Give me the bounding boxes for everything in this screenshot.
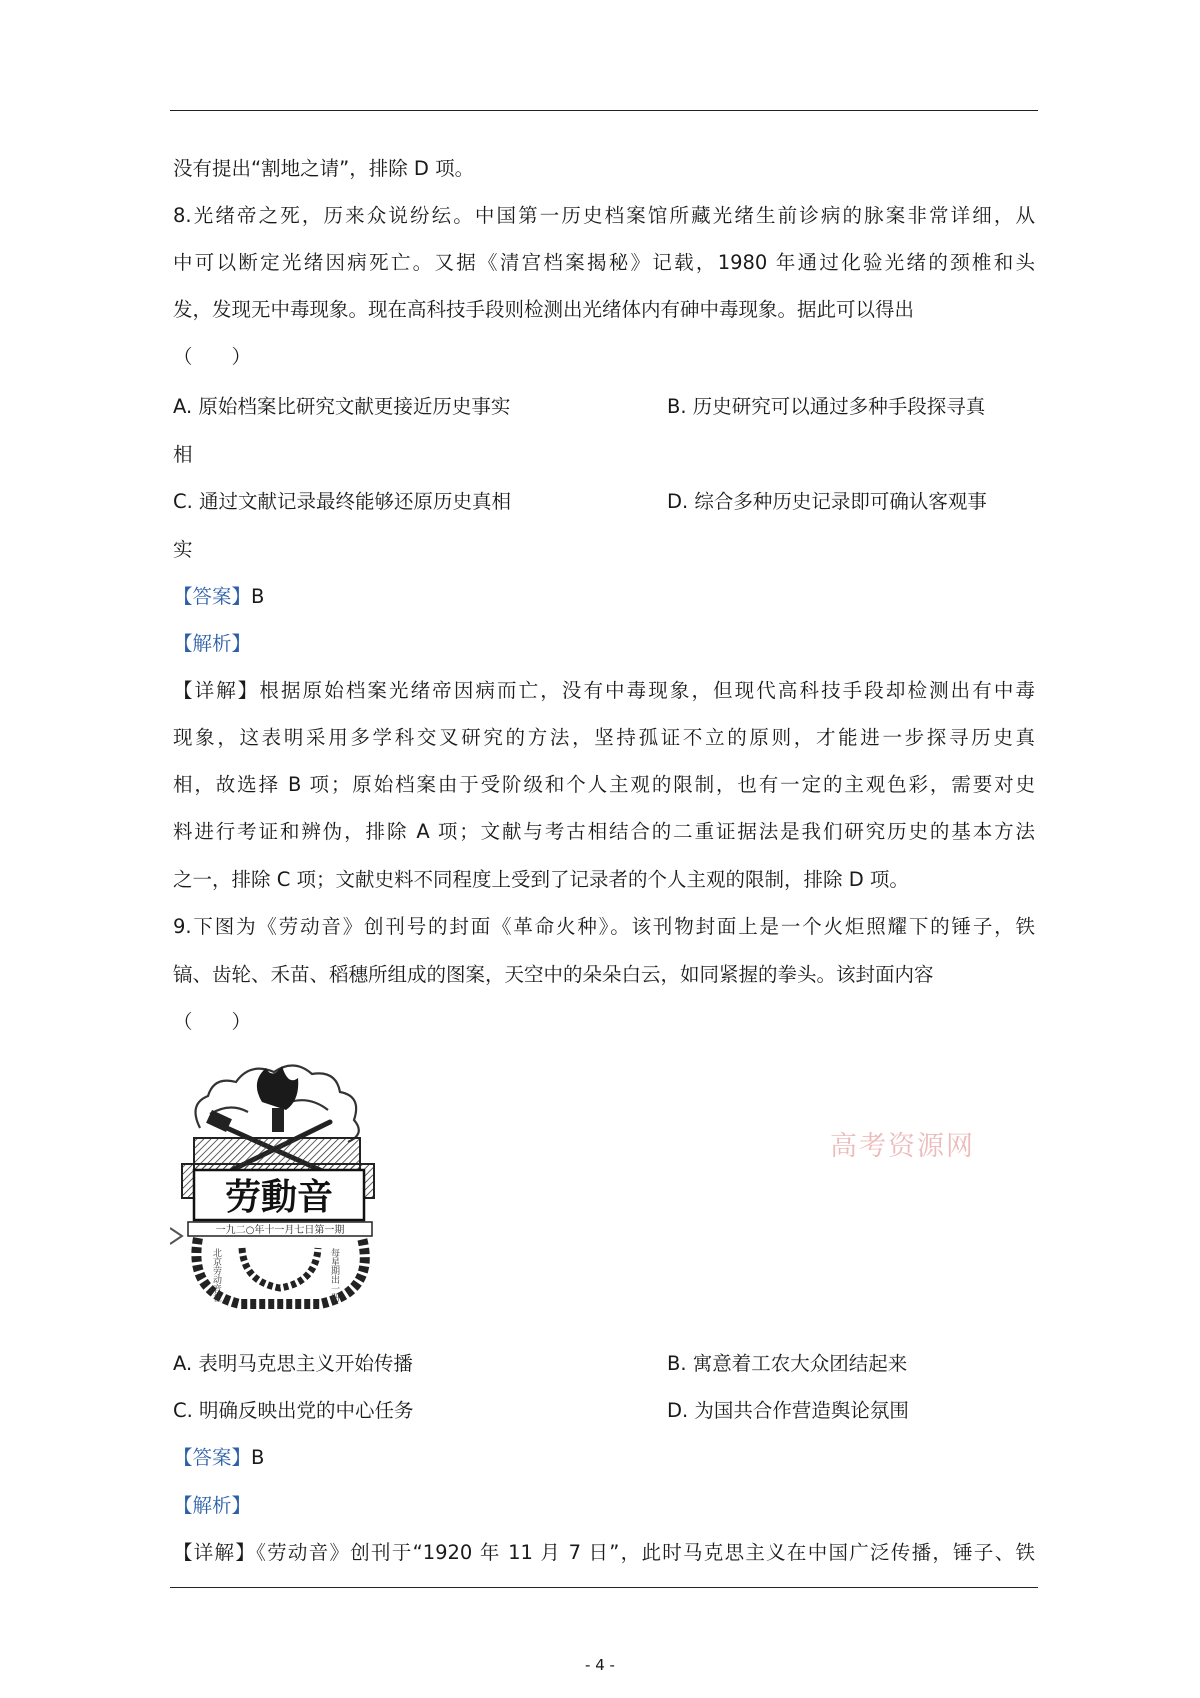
question-9-option-d: D. 为国共合作营造舆论氛围 [667, 1399, 909, 1422]
question-8-paren: （ ） [173, 345, 252, 368]
question-9-detail [173, 1538, 1035, 1568]
watermark-logo: 高考资源网 [830, 1131, 975, 1162]
answer-tag: 【答案】 [173, 1446, 252, 1469]
question-8-detail: 之一，排除 C 项；文献史料不同程度上受到了记录者的个人主观的限制，排除 D 项。 [173, 868, 909, 891]
text-line: 没有提出“割地之请”，排除 D 项。 [173, 157, 475, 180]
question-8-analysis [173, 629, 251, 659]
answer-tag: 【答案】 [173, 585, 252, 608]
detail-text: 根据原始档案光绪帝因病而亡，没有中毒现象，但现代高科技手段却检测出有中毒 [259, 679, 1035, 702]
question-8-stem: 中可以断定光绪因病死亡。又据《清宫档案揭秘》记载，1980 年通过化验光绪的颈椎和头 [173, 251, 1035, 274]
detail-tag: 【详解】 [173, 679, 260, 702]
question-8-option-d: D. 综合多种历史记录即可确认客观事 [667, 490, 987, 513]
question-8-option-d-cont: 实 [173, 538, 193, 561]
question-8-option-b-cont: 相 [173, 443, 193, 466]
question-8-stem: 发，发现无中毒现象。现在高科技手段则检测出光绪体内有砷中毒现象。据此可以得出 [173, 298, 915, 321]
magazine-cover-image [170, 1052, 386, 1314]
question-8-detail: 现象，这表明采用多学科交叉研究的方法，坚持孤证不立的原则，才能进一步探寻历史真 [173, 726, 1035, 749]
question-9-paren: （ ） [173, 1010, 252, 1033]
question-8-detail [173, 676, 1035, 706]
cover-side-text-right: 每星期出一册 [329, 1248, 339, 1302]
analysis-tag: 【解析】 [173, 632, 252, 655]
question-8-option-c: C. 通过文献记录最终能够还原历史真相 [173, 490, 512, 513]
detail-text: 《劳动音》创刊于“1920 年 11 月 7 日”，此时马克思主义在中国广泛传播，锤子、铁 [256, 1541, 1035, 1564]
answer-value: B [251, 1446, 265, 1469]
analysis-tag: 【解析】 [173, 1494, 252, 1517]
question-8-detail: 料进行考证和辨伪，排除 A 项；文献与考古相结合的二重证据法是我们研究历史的基本方法 [173, 820, 1035, 843]
detail-tag: 【详解】 [173, 1541, 257, 1564]
question-9-option-b: B. 寓意着工农大众团结起来 [667, 1352, 908, 1375]
header-rule [170, 110, 1038, 111]
question-9-analysis [173, 1491, 251, 1521]
question-8-answer [173, 582, 264, 612]
cover-side-text-left: 北京劳动音社 [211, 1248, 221, 1302]
magazine-cover-illustration [170, 1052, 386, 1314]
question-9-stem: 9.下图为《劳动音》创刊号的封面《革命火种》。该刊物封面上是一个火炬照耀下的锤子，铁 [173, 915, 1035, 938]
page-number: - 4 - [585, 1656, 615, 1674]
question-8-option-a: A. 原始档案比研究文献更接近历史事实 [173, 395, 511, 418]
question-8-option-b: B. 历史研究可以通过多种手段探寻真 [667, 395, 986, 418]
question-8-stem: 8.光绪帝之死，历来众说纷纭。中国第一历史档案馆所藏光绪生前诊病的脉案非常详细，从 [173, 204, 1035, 227]
answer-value: B [251, 585, 265, 608]
cover-date-line: 一九二○年十一月七日第一期 [215, 1225, 345, 1236]
question-8-detail: 相，故选择 B 项；原始档案由于受阶级和个人主观的限制，也有一定的主观色彩，需要对史 [173, 773, 1035, 796]
cover-title: 劳動音 [224, 1176, 334, 1218]
footer-rule [170, 1587, 1038, 1588]
question-9-stem: 镐、齿轮、禾苗、稻穗所组成的图案，天空中的朵朵白云，如同紧握的拳头。该封面内容 [173, 963, 934, 986]
question-9-option-a: A. 表明马克思主义开始传播 [173, 1352, 413, 1375]
question-9-answer [173, 1443, 264, 1473]
question-9-option-c: C. 明确反映出党的中心任务 [173, 1399, 414, 1422]
